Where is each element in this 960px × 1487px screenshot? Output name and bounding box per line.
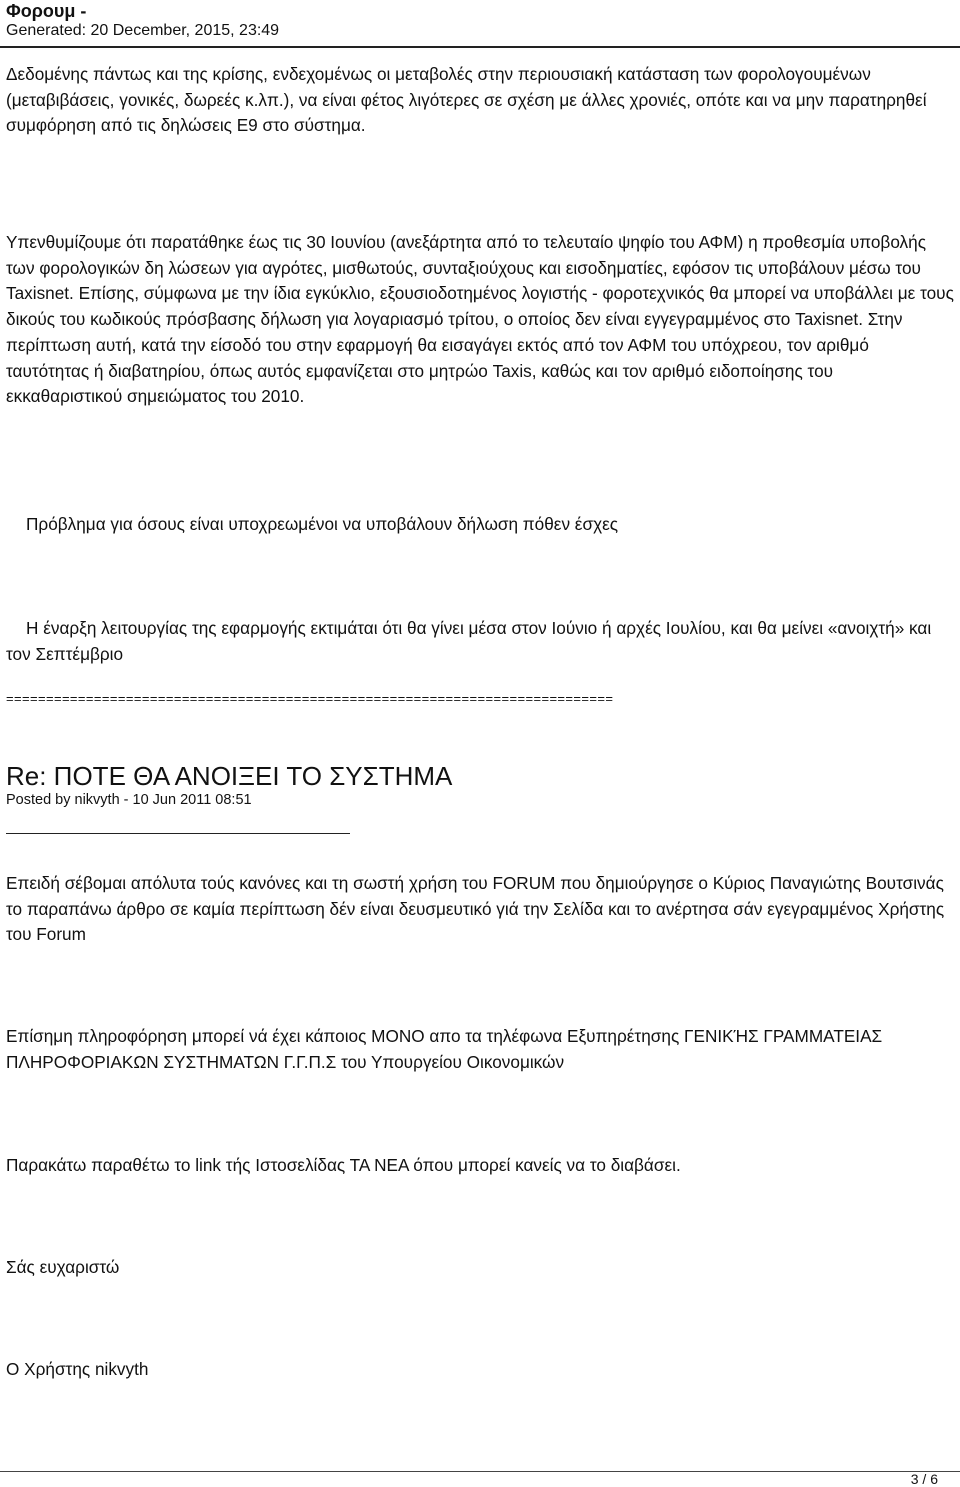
footer-divider (0, 1471, 960, 1472)
post-meta: Posted by nikvyth - 10 Jun 2011 08:51 (6, 792, 252, 808)
post-signature: Ο Χρήστης nikvyth (6, 1359, 149, 1379)
post-meta-divider (6, 833, 350, 834)
article-paragraph-2: Υπενθυμίζουμε ότι παρατάθηκε έως τις 30 Ιουνίου (ανεξάρτητα από το τελευταίο ψηφίο του ΑΦΜ) η προθεσμία υποβολής των φορολογικών δη λώσεων για αγρότες, μισθωτούς, συνταξιούχους και εισοδηματίες, εφόσον τις υποβάλουν μέσω του Taxisnet. Επίσης, σύμφωνα με την ίδια εγκύκλιο, εξουσιοδοτημένος λογιστής - φοροτεχνικός θα μπορεί να υποβάλλει με τους δικούς του κωδικούς πρόσβασης δήλωση για λογαριασμό τρίτου, ο οποίος δεν είναι εγγεγραμμένος στο Taxisnet. Στην περίπτωση αυτή, κατά την είσοδό του στην εφαρμογή θα εισαγάγει εκτός από τον ΑΦΜ του υπόχρεου, τον αριθμό ταυτότητας ή διαβατηρίου, όπως αυτός εμφανίζεται στο μητρώο Taxis, καθώς και τον αριθμό ειδοποίησης του εκκαθαριστικού σημειώματος του 2010. (6, 232, 954, 407)
article-paragraph-1: Δεδομένης πάντως και της κρίσης, ενδεχομένως οι μεταβολές στην περιουσιακή κατάσταση των φορολογουμένων (μεταβιβάσεις, γονικές, δωρεές κ.λπ.), να είναι φέτος λιγότερες σε σχέση με άλλες χρονιές, οπότε και να μην παρατηρηθεί συμφόρηση από τις δηλώσεις Ε9 στο σύστημα. (6, 64, 927, 136)
post-paragraph-4: Σάς ευχαριστώ (6, 1257, 120, 1277)
page-number: 3 / 6 (910, 1471, 938, 1487)
site-title: Φορουμ - (6, 1, 87, 21)
header-divider (0, 46, 960, 48)
post-paragraph-2: Επίσημη πληροφόρηση μπορεί νά έχει κάποιος ΜΟΝΟ απο τα τηλέφωνα Εξυπηρέτησης ΓΕΝΙΚΉΣ ΓΡΑΜΜΑΤΕΙΑΣ ΠΛΗΡΟΦΟΡΙΑΚΩΝ ΣΥΣΤΗΜΑΤΩΝ Γ.Γ.Π.Σ του Υπουργείου Οικονομικών (6, 1026, 883, 1072)
generated-timestamp: Generated: 20 December, 2015, 23:49 (6, 22, 280, 39)
post-title: Re: ΠΟΤΕ ΘΑ ΑΝΟΙΞΕΙ ΤΟ ΣΥΣΤΗΜΑ (6, 761, 453, 791)
post-separator: ============================================================================ (6, 691, 614, 706)
article-paragraph-3: Πρόβλημα για όσους είναι υποχρεωμένοι να υποβάλουν δήλωση πόθεν έσχες (26, 514, 619, 534)
article-paragraph-4: Η έναρξη λειτουργίας της εφαρμογής εκτιμάται ότι θα γίνει μέσα στον Ιούνιο ή αρχές Ιουλίου, και θα μείνει «ανοιχτή» και τον Σεπτέμβριο (6, 618, 932, 664)
post-paragraph-3: Παρακάτω παραθέτω το link τής Ιστοσελίδας ΤΑ ΝΕΑ όπου μπορεί κανείς να το διαβάσει. (6, 1155, 681, 1175)
post-paragraph-1: Επειδή σέβομαι απόλυτα τούς κανόνες και τη σωστή χρήση του FORUM που δημιούργησε ο Κύριος Παναγιώτης Βουτσινάς το παραπάνω άρθρο σε καμία περίπτωση δέν είναι δευσμευτικό γιά την Σελίδα και το ανέρτησα σάν εγεγραμμένος Χρήστης του Forum (6, 873, 945, 945)
